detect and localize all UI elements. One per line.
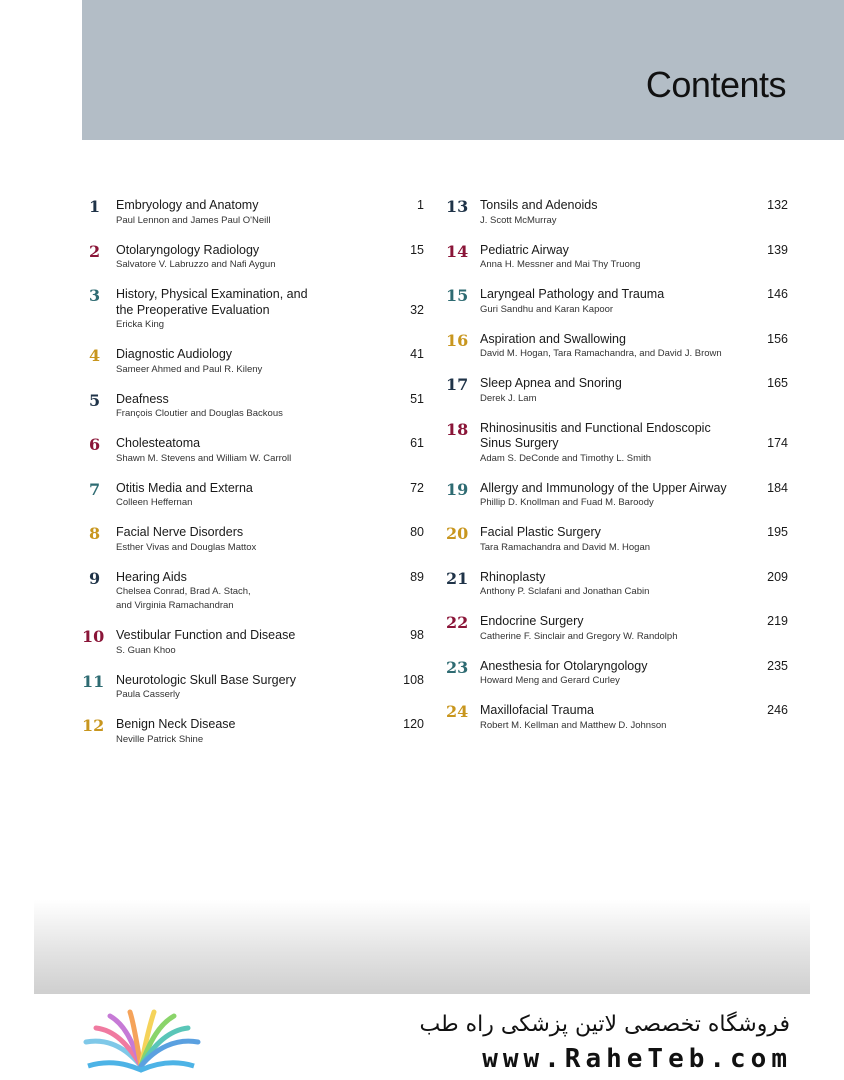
chapter-title: Vestibular Function and Disease bbox=[116, 628, 296, 642]
chapter-number: 24 bbox=[446, 702, 469, 721]
toc-entry[interactable] bbox=[446, 659, 788, 689]
page-number: 32 bbox=[410, 302, 424, 317]
toc-entry[interactable] bbox=[82, 436, 424, 466]
chapter-number: 8 bbox=[89, 524, 101, 543]
chapter-authors: Paula Casserly bbox=[116, 689, 180, 700]
toc-entry[interactable] bbox=[446, 421, 788, 466]
chapter-number: 15 bbox=[446, 286, 469, 305]
toc-entry[interactable] bbox=[82, 628, 424, 658]
page-number: 120 bbox=[403, 717, 424, 731]
chapter-number: 1 bbox=[89, 197, 101, 216]
toc-entry[interactable] bbox=[446, 243, 788, 273]
chapter-title: Laryngeal Pathology and Trauma bbox=[480, 287, 665, 301]
chapter-title: Maxillofacial Trauma bbox=[480, 703, 594, 717]
chapter-title: Hearing Aids bbox=[116, 569, 187, 584]
page-number: 72 bbox=[410, 480, 424, 495]
chapter-authors: Derek J. Lam bbox=[480, 392, 537, 404]
toc-entry[interactable] bbox=[82, 198, 424, 228]
toc-entry[interactable] bbox=[446, 376, 788, 406]
page-number: 146 bbox=[767, 287, 788, 301]
chapter-authors: Adam S. DeConde and Timothy L. Smith bbox=[480, 452, 652, 464]
page-number: 41 bbox=[410, 347, 424, 361]
toc-entry[interactable] bbox=[82, 481, 424, 511]
open-book-logo-icon bbox=[78, 1008, 204, 1076]
chapter-title: Aspiration and Swallowing bbox=[480, 331, 626, 346]
chapter-title: Facial Plastic Surgery bbox=[480, 525, 601, 539]
site-url[interactable]: www.RaheTeb.com bbox=[482, 1044, 792, 1074]
page-number: 174 bbox=[767, 436, 788, 450]
chapter-number: 14 bbox=[446, 241, 469, 261]
chapter-authors: Chelsea Conrad, Brad A. Stach, bbox=[116, 586, 251, 597]
footer-shadow bbox=[34, 900, 810, 994]
chapter-title: Deafness bbox=[116, 391, 169, 406]
toc-entry[interactable] bbox=[446, 332, 788, 362]
chapter-authors: Salvatore V. Labruzzo and Nafi Aygun bbox=[116, 259, 276, 270]
chapter-authors: Sameer Ahmed and Paul R. Kileny bbox=[116, 363, 263, 375]
page-number: 80 bbox=[410, 525, 424, 539]
chapter-authors: Paul Lennon and James Paul O'Neill bbox=[116, 214, 271, 226]
chapter-title: the Preoperative Evaluation bbox=[116, 302, 270, 317]
page-number: 184 bbox=[767, 480, 788, 495]
chapter-title: Facial Nerve Disorders bbox=[116, 525, 244, 539]
page-title: Contents bbox=[645, 64, 786, 105]
chapter-number: 6 bbox=[89, 435, 101, 454]
toc-entry[interactable] bbox=[446, 525, 788, 555]
toc-column-right bbox=[446, 198, 788, 748]
page-number: 219 bbox=[767, 614, 788, 628]
chapter-title: Benign Neck Disease bbox=[116, 717, 236, 731]
chapter-title: Sleep Apnea and Snoring bbox=[480, 376, 622, 390]
toc-entry[interactable] bbox=[446, 481, 788, 511]
chapter-number: 4 bbox=[89, 346, 101, 365]
chapter-number: 2 bbox=[89, 241, 101, 261]
page-number: 209 bbox=[767, 569, 788, 584]
chapter-title: Pediatric Airway bbox=[480, 242, 569, 257]
chapter-authors: Anthony P. Sclafani and Jonathan Cabin bbox=[480, 586, 650, 597]
chapter-number: 21 bbox=[446, 568, 469, 588]
page-number: 108 bbox=[403, 672, 424, 687]
page-number: 51 bbox=[410, 391, 424, 406]
chapter-title: Anesthesia for Otolaryngology bbox=[480, 658, 648, 673]
chapter-authors: Esther Vivas and Douglas Mattox bbox=[116, 541, 257, 553]
chapter-title: Otitis Media and Externa bbox=[116, 480, 253, 495]
chapter-authors: Guri Sandhu and Karan Kapoor bbox=[480, 303, 614, 315]
toc-entry[interactable] bbox=[446, 287, 788, 317]
chapter-number: 19 bbox=[446, 479, 469, 499]
toc-entry[interactable] bbox=[82, 525, 424, 555]
toc-entry[interactable] bbox=[446, 198, 788, 228]
chapter-authors: S. Guan Khoo bbox=[116, 644, 176, 656]
chapter-number: 13 bbox=[446, 197, 469, 216]
page-number: 156 bbox=[767, 331, 788, 346]
toc-entry[interactable] bbox=[446, 703, 788, 733]
page-number: 15 bbox=[410, 242, 424, 257]
chapter-title: Sinus Surgery bbox=[480, 436, 559, 450]
chapter-title: Allergy and Immunology of the Upper Airway bbox=[480, 480, 727, 495]
toc-entry[interactable] bbox=[82, 347, 424, 377]
chapter-authors: Ericka King bbox=[116, 319, 165, 330]
shop-name: فروشگاه تخصصی لاتین پزشکی راه طب bbox=[419, 1012, 790, 1037]
chapter-title: Rhinoplasty bbox=[480, 569, 546, 584]
page-number: 61 bbox=[410, 436, 424, 450]
chapter-title: Rhinosinusitis and Functional Endoscopic bbox=[480, 420, 711, 435]
chapter-number: 3 bbox=[89, 286, 101, 305]
toc-entry[interactable] bbox=[82, 673, 424, 703]
page-number: 195 bbox=[767, 525, 788, 539]
chapter-authors: and Virginia Ramachandran bbox=[116, 600, 234, 611]
chapter-number: 20 bbox=[446, 524, 469, 543]
chapter-authors: David M. Hogan, Tara Ramachandra, and David J. Brown bbox=[480, 348, 722, 359]
toc-entry[interactable] bbox=[82, 392, 424, 422]
page-number: 246 bbox=[767, 703, 788, 717]
toc-entry[interactable] bbox=[82, 570, 424, 614]
page-number: 89 bbox=[410, 569, 424, 584]
chapter-title: Endocrine Surgery bbox=[480, 614, 584, 628]
page-number: 1 bbox=[417, 198, 424, 212]
chapter-title: Otolaryngology Radiology bbox=[116, 242, 260, 257]
chapter-authors: François Cloutier and Douglas Backous bbox=[116, 408, 283, 419]
chapter-authors: Howard Meng and Gerard Curley bbox=[480, 675, 620, 686]
chapter-number: 16 bbox=[446, 330, 469, 350]
chapter-number: 10 bbox=[82, 627, 105, 646]
chapter-number: 9 bbox=[89, 568, 101, 588]
chapter-title: Tonsils and Adenoids bbox=[480, 198, 598, 212]
chapter-number: 18 bbox=[446, 419, 469, 439]
page-number: 235 bbox=[767, 658, 788, 673]
chapter-authors: Anna H. Messner and Mai Thy Truong bbox=[480, 259, 641, 270]
chapter-authors: Phillip D. Knollman and Fuad M. Baroody bbox=[480, 497, 654, 508]
chapter-title: Neurotologic Skull Base Surgery bbox=[116, 672, 296, 687]
toc-entry[interactable] bbox=[82, 243, 424, 273]
chapter-title: Embryology and Anatomy bbox=[116, 198, 259, 212]
page-number: 132 bbox=[767, 198, 788, 212]
toc-entry[interactable] bbox=[82, 717, 424, 747]
chapter-number: 5 bbox=[89, 390, 101, 410]
chapter-number: 7 bbox=[89, 479, 101, 499]
chapter-authors: Robert M. Kellman and Matthew D. Johnson bbox=[480, 719, 667, 731]
chapter-number: 22 bbox=[446, 613, 469, 632]
chapter-title: History, Physical Examination, and bbox=[116, 287, 308, 301]
chapter-authors: Tara Ramachandra and David M. Hogan bbox=[480, 541, 651, 553]
page-number: 139 bbox=[767, 242, 788, 257]
chapter-title: Cholesteatoma bbox=[116, 436, 201, 450]
chapter-authors: Neville Patrick Shine bbox=[116, 733, 204, 745]
toc-entry[interactable] bbox=[446, 614, 788, 644]
chapter-authors: Catherine F. Sinclair and Gregory W. Randolph bbox=[480, 630, 678, 642]
chapter-authors: Shawn M. Stevens and William W. Carroll bbox=[116, 452, 292, 464]
toc-entry[interactable] bbox=[82, 287, 424, 332]
chapter-number: 17 bbox=[446, 375, 469, 394]
page-number: 98 bbox=[410, 628, 424, 642]
chapter-authors: Colleen Heffernan bbox=[116, 497, 193, 508]
chapter-number: 23 bbox=[446, 657, 469, 677]
chapter-number: 12 bbox=[82, 716, 105, 735]
chapter-title: Diagnostic Audiology bbox=[116, 347, 233, 361]
toc-column-left bbox=[82, 198, 424, 762]
chapter-authors: J. Scott McMurray bbox=[480, 214, 557, 226]
chapter-number: 11 bbox=[82, 671, 105, 691]
toc-entry[interactable] bbox=[446, 570, 788, 600]
page-number: 165 bbox=[767, 376, 788, 390]
